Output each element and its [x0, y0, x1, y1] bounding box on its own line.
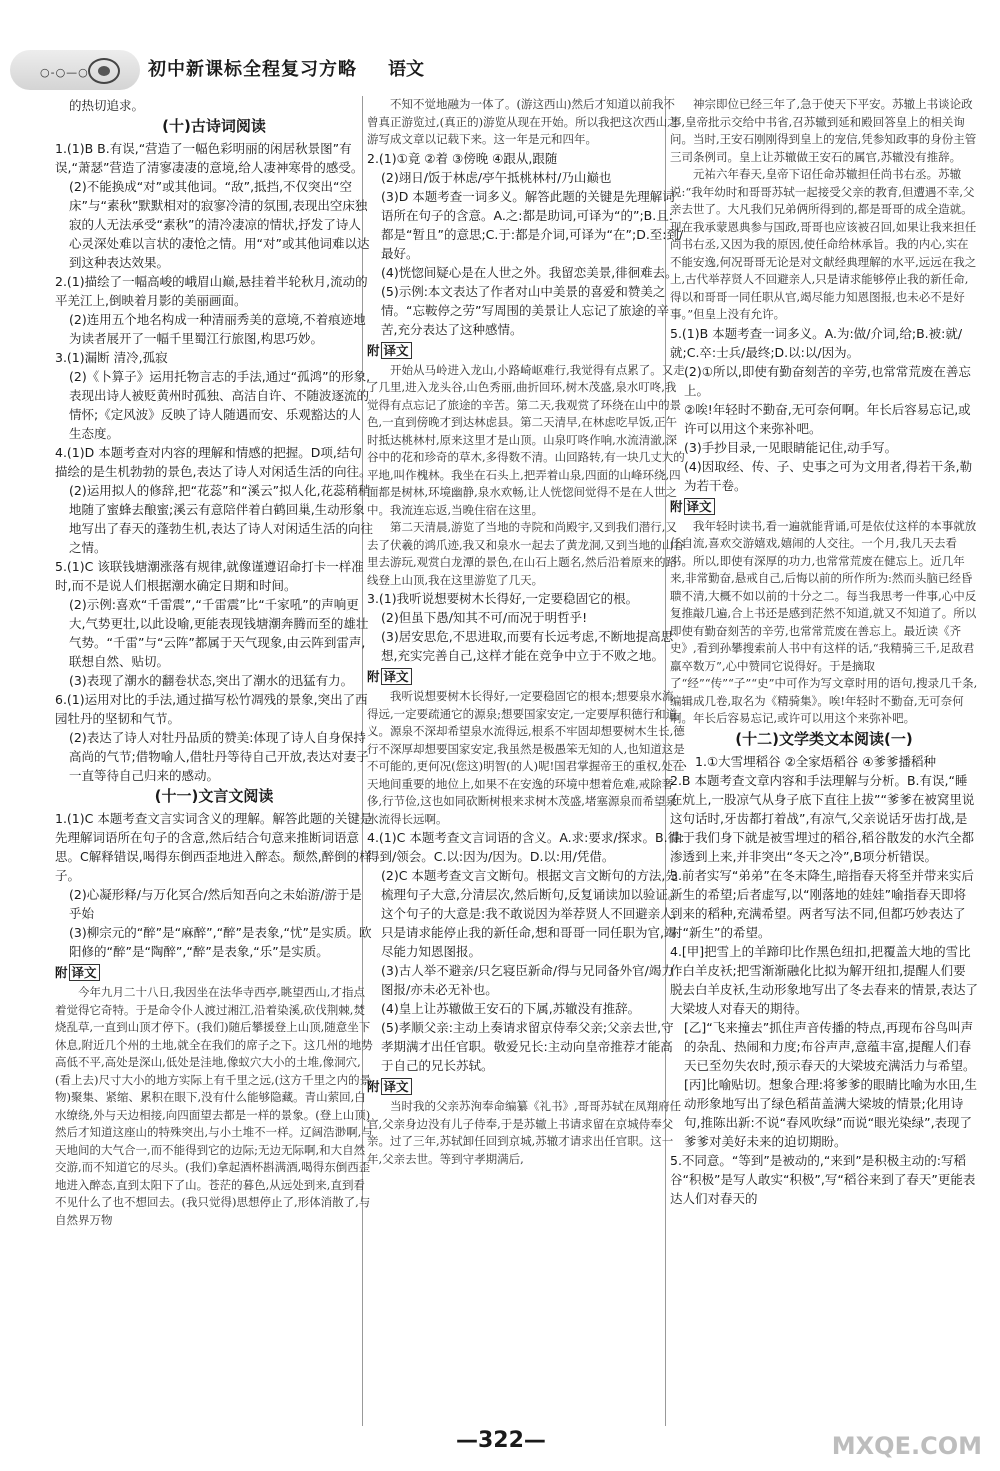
translation-label: 译文	[684, 498, 715, 515]
answer-item: (3)D 本题考查一词多义。解答此题的关键是先理解词语所在句子的含意。A.之:都是助词,可译为“的”;B.且:都是“暂且”的意思;C.于:都是介词,可译为“在”;D.至:到/最好。	[381, 188, 684, 261]
answer-item: (4)皇上让苏辙做王安石的下属,苏辙没有推辞。	[381, 1001, 641, 1016]
section-heading: (十二)文学类文本阅读(一)	[735, 729, 913, 748]
answer-item: 5.不同意。“等到”是被动的,“来到”是积极主动的:写稻谷“积极”是写人敢实“积极”,写“稻谷来到了春天”更能表达人们对春天的	[670, 1152, 976, 1206]
paragraph: 的热切追求。	[69, 98, 145, 113]
answer-item: (5)示例:本文表达了作者对山中美景的喜爱和赞美之情。“忘鞍停之劳”写周围的美景让人忘记了旅途的辛苦,充分表达了这种感情。	[381, 283, 669, 337]
translation-text: 神宗即位已经三年了,急于使天下平安。苏辙上书谈论政事,皇帝批示交给中书省,召苏辙到延和殿回答皇上的相关询问。当时,王安石刚刚得到皇上的宠信,凭参知政事的身份主管三司条例司。皇上让苏辙做王安石的属官,苏辙没有推辞。	[670, 97, 977, 164]
answer-item: 1.(1)C 本题考查文言实词含义的理解。解答此题的关键是先理解词语所在句子的含意,然后结合句意来推断词语意思。C解释错误,喝得东倒西歪地进入醉态。颓然,醉倒的样子。	[55, 811, 373, 883]
answer-item: (2)运用拟人的修辞,把“花蕊”和“溪云”拟人化,花蕊稍稍地随了蜜蜂去酿蜜;溪云有意陪伴着白鹤回巢,生动形象地写出了春天的蓬勃生机,表达了诗人对闲适生活的向往之情。	[69, 483, 373, 555]
translation-text: 我听说想要树木长得好,一定要稳固它的根本;想要泉水流得远,一定要疏通它的源泉;想要国家安定,一定要厚积德行和道义。源泉不深却希望泉水流得远,根系不牢固却想要树木生长,德行不深厚却想要国家安定,我虽然是极愚笨无知的人,也知道这是不可能的,更何况(您这)明智(的人)呢!国君掌握帝王的重权,处在天地间重要的地位上,如果不在安逸的环境中想着危难,戒除奢侈,行节俭,这也如同砍断树根来求树木茂盛,堵塞源泉而希望泉水流得长远啊。	[367, 689, 685, 826]
column-middle	[367, 96, 685, 1426]
answer-item: 4.(1)D 本题考查对内容的理解和情感的把握。D项,结句描绘的是生机勃勃的景色,表达了诗人对闲适生活的向往。	[55, 445, 372, 479]
fu-label: 附	[367, 1079, 380, 1094]
translation-text: 我年轻时读书,看一遍就能背诵,可是依仗这样的本事就放任自流,喜欢交游嬉戏,嬉闹的人交往。一个月,我几天去看书。所以,即使有深厚的功力,也常常荒废在健忘上。近几年来,非常勤奋,悬戒自己,后悔以前的所作所为:然而头脑已经昏聩不清,大概不如以前的十分之二。每当我思考一件事,心中反复推敲几遍,合上书还是感到茫然不知道,就又不知道了。所以即使有勤奋刻苦的辛劳,也常常荒废在善忘上。最近读《齐史》,看到孙攀搜索前人书中有这样的话,“我精骑三千,足敌君羸卒数万”,心中赞同它说得好。于是摘取了“经”“传”“子”“史”中可作为写文章时用的语句,搜录几千条,编辑成几卷,取名为《精骑集》。唉!年轻时不勤奋,无可奈何啊。年长后容易忘记,或许可以用这个来弥补吧。	[670, 518, 978, 725]
answer-item: 2.(1)描绘了一幅高峻的峨眉山巅,悬挂着半轮秋月,流动的平羌江上,倒映着月影的美丽画面。	[55, 274, 368, 308]
subject-label: 语文	[388, 59, 424, 80]
answer-item: 一、1.①大雪埋稻谷 ②全家焐稻谷 ④爹爹播稻种	[670, 753, 936, 769]
answer-item: (3)柳宗元的“醉”是“麻醉”,“醉”是表象,“忧”是实质。欧阳修的“醉”是“陶醉”,“醉”是表象,“乐”是实质。	[69, 925, 372, 959]
answer-item: (2)翊日/饭于林虑/亭午抵桃林村/乃山巅也	[381, 169, 612, 185]
translation-heading	[367, 667, 685, 686]
translation-label: 译文	[381, 1078, 412, 1095]
translation-label: 译文	[381, 342, 412, 359]
translation-text: 开始从马岭进入龙山,小路崎岖难行,我觉得有点累了。又走了几里,进入龙头谷,山色秀丽,曲折回环,树木茂盛,泉水叮咚,我觉得有点忘记了旅途的辛苦。第二天,我观赏了环绕在山中的景色,一直到傍晚才到达林虑县。第二天清早,在林虑吃早饭,正午时抵达桃林村,原来这里才是山顶。山泉叮咚作响,水流清澈,深谷中的花和珍奇的草木,多得数不清。山回路转,有一块几丈大的平地,叫作槐林。我坐在石头上,把弄着山泉,四面的山峰环绕,四面都是树林,环境幽静,泉水欢畅,让人恍惚间觉得不是在人世之中。我流连忘返,当晚住宿在这里。	[367, 362, 685, 517]
answer-item: 1.(1)B B.有误,“营造了一幅色彩明丽的闲居秋景图”有误,“萧瑟”营造了清寥凄凄的意境,给人凄神寒骨的感受。	[55, 141, 364, 175]
answer-item: (2)表达了诗人对牡丹品质的赞美:体现了诗人自身保持高尚的气节;借物喻人,借牡丹等待自己开放,表达对妻子一直等待自己归来的感动。	[69, 730, 369, 783]
answer-item: 4.(1)C 本题考查文言词语的含义。A.求:要求/探求。B.得:得到/领会。C.以:因为/因为。D.以:用/凭借。	[367, 830, 685, 864]
translation-text: 第二天清晨,游览了当地的寺院和尚殿宇,又到我们潜行,又去了伏羲的鸿爪迹,我又和泉水一起去了黄龙洞,又到当地的山谷里去游玩,观赏白龙潭的景色,在山石上题名,然后沿着原来的路线登上山顶,我在这里游览了几天。	[367, 520, 685, 587]
answer-item: (2)示例:喜欢“千雷震”,“千雷震”比“千家吼”的声响更大,气势更壮,以此设喻,更能表现钱塘潮奔腾而至的雄壮气势。“千雷”与“云阵”都属于天气现象,由云阵到雷声,联想自然、贴切。	[69, 597, 369, 669]
translation-text: 今年九月二十八日,我因坐在法华寺西亭,眺望西山,才指点着觉得它奇特。于是命令仆人渡过湘江,沿着染溪,砍伐荆棘,焚烧乱草,一直到山顶才停下。(我们)随后攀援登上山顶,随意坐下休息,附近几个州的土地,就全在我们的席子之下。这几州的地势高低不平,高处是深山,低处是洼地,像蚁穴大小的土堆,像洞穴,(看上去)尺寸大小的地方实际上有千里之远,(这方千里之内的景物)聚集、紧缩、累积在眼下,没有什么能够隐藏。青山萦回,白水缭绕,外与天边相接,向四面望去都是一样的景象。(登上山顶)然后才知道这座山的特殊突出,与小土堆不一样。辽阔浩渺啊,与天地间的大气合一,而不能得到它的边际;无边无际啊,和大自然交游,而不知道它的尽头。(我们)拿起酒杯斟满酒,喝得东倒西歪地进入醉态,直到太阳下了山。苍茫的暮色,从远处到来,直到看不见什么了也不想回去。(我只觉得)思想停止了,形体消散了,与自然界万物	[55, 985, 373, 1227]
answer-item: (2)C 本题考查文言文断句。根据文言文断句的方法,先梳理句子大意,分清层次,然后断句,反复诵读加以验证。这个句子的大意是:我不敢说因为举荐贤人不回避亲人,只是请求能停止我的新任命,想和哥哥一同任职为官,竭尽能力知恩图报。	[381, 868, 681, 959]
answer-item: (2)心凝形释/与万化冥合/然后知吾向之未始游/游于是乎始	[69, 887, 362, 921]
translation-heading	[55, 963, 373, 982]
answer-item: [乙]“飞来撞去”抓住声音传播的特点,再现布谷鸟叫声的杂乱、热闹和力度;布谷声声,意蕴丰富,提醒人们春天已至勿失农时,预示春天的大梁坡充满活力与希望。	[684, 1019, 976, 1073]
fu-label: 附	[367, 342, 380, 358]
answer-item: 3.(1)漏断 清冷,孤寂	[55, 350, 168, 365]
section-heading: (十)古诗词阅读	[162, 117, 266, 135]
answer-item: (2)但虽下愚/知其不可/而况于明哲乎!	[381, 610, 588, 625]
fu-label: 附	[670, 498, 683, 514]
answer-item: [丙]比喻贴切。想象合理:将爹爹的眼睛比喻为水田,生动形象地写出了绿色稻苗盖满大梁坡的情景;化用诗句,推陈出新:不说“春风吹绿”而说“眼光染绿”,表现了爹爹对美好未来的迫切期盼。	[684, 1076, 977, 1149]
answer-item: 3.前者实写“弟弟”在冬末降生,暗指春天将至并带来实后新生的希望;后者虚写,以“刚落地的娃娃”喻指春天即将到来的稻种,充满希望。两者写法不同,但都巧妙表达了对“新生”的希望。	[670, 867, 974, 940]
answer-item: (3)居安思危,不思进取,而要有长远考虑,不断地提高思想,充实完善自己,这样才能在竞争中立于不败之地。	[381, 629, 674, 663]
answer-item: (2)不能换成“对”或其他词。“敌”,抵挡,不仅突出“空床”与“素秋”默默相对的寂寥冷清的氛围,表现出空床独寂的人无法承受“素秋”的清冷凄凉的情状,抒发了诗人心灵深处难以言状的凄怆之情。用“对”或其他词难以达到这种表达效果。	[69, 179, 370, 270]
translation-heading	[367, 341, 685, 360]
answer-item: (2)①所以,即使有勤奋刻苦的辛劳,也常常荒废在善忘上。	[684, 363, 971, 398]
answer-item: 6.(1)运用对比的手法,通过描写松竹凋残的景象,突出了西园牡丹的坚韧和气节。	[55, 692, 368, 726]
watermark: MXQE.COM	[831, 1432, 982, 1460]
answer-item: 2.B 本题考查文章内容和手法理解与分析。B.有误,“睡在炕上,一股凉气从身子底下直往上拔”“爹爹在被窝里说这句话时,牙齿都打着战”,有凉气,父亲说话牙齿打战,是由于我们身下就是被雪埋过的稻谷,稻谷散发的水汽全都渗透到上来,并非突出“冬天之冷”,B项分析错误。	[670, 772, 975, 864]
translation-text: 当时我的父亲苏洵奉命编纂《礼书》,哥哥苏轼在凤翔府任官,父亲身边没有儿子侍奉,于是苏辙上书请求留在京城侍奉父亲。过了三年,苏轼卸任回到京城,苏辙才请求出任官职。这一年,父亲去世。等到守孝期满后,	[367, 1099, 682, 1166]
answer-item: 4.[甲]把雪上的羊蹄印比作黑色纽扣,把覆盖大地的雪比作白羊皮袄;把雪渐渐融化比拟为解开纽扣,提醒人们要脱去白羊皮袄,生动形象地写出了冬去春来的情景,表达了大梁坡人对春天的期待。	[670, 943, 978, 1016]
section-heading: (十一)文言文阅读	[154, 787, 274, 805]
column-right	[670, 96, 978, 1426]
book-title: 初中新课标全程复习方略	[148, 59, 357, 80]
answer-item: (3)古人举不避亲/只乞寝臣新命/得与兄同备外官/竭力图报/亦未必无补也。	[381, 963, 674, 997]
answer-item: 5.(1)B 本题考查一词多义。A.为:做/介词,给;B.被:就/就;C.卒:士兵/最终;D.以:以/因为。	[670, 325, 963, 360]
header-dots-decor: ○-○—○	[40, 66, 89, 79]
answer-item: (2)《卜算子》运用托物言志的手法,通过“孤鸿”的形象,表现出诗人被贬黄州时孤独、高洁自许、不随波逐流的情怀;《定风波》反映了诗人随遇而安、乐观豁达的人生态度。	[69, 369, 371, 441]
page-footer	[0, 1428, 1000, 1468]
translation-heading	[670, 497, 978, 516]
answer-item: 3.(1)我听说想要树木长得好,一定要稳固它的根。	[367, 591, 639, 606]
answer-item: (5)孝顺父亲:主动上奏请求留京侍奉父亲;父亲去世,守孝期满才出任官职。敬爱兄长:主动向皇帝推荐才能高于自己的兄长苏轼。	[381, 1020, 674, 1073]
page-number: —322—	[456, 1428, 546, 1453]
answer-item: (4)因取经、传、子、史事之可为文用者,得若干条,勒为若干卷。	[684, 458, 973, 493]
eye-logo-icon	[88, 58, 120, 84]
page-header	[0, 0, 1000, 92]
answer-item: ②唉!年轻时不勤奋,无可奈何啊。年长后容易忘记,或许可以用这个来弥补吧。	[684, 401, 971, 436]
answer-item: 2.(1)①竟 ②着 ③傍晚 ④跟从,跟随	[367, 150, 558, 166]
translation-label: 译文	[69, 964, 100, 981]
answer-item: (3)表现了潮水的翻卷状态,突出了潮水的迅猛有力。	[69, 673, 354, 688]
answer-item: (4)恍惚间疑心是在人世之外。我留恋美景,徘徊难去。	[381, 264, 678, 280]
answer-item: (2)连用五个地名构成一种清丽秀美的意境,不着痕迹地为读者展开了一幅千里蜀江行旅图,构思巧妙。	[69, 312, 366, 346]
translation-label: 译文	[381, 668, 412, 685]
fu-label: 附	[367, 669, 380, 684]
translation-text: 元祐六年春天,皇帝下诏任命苏辙担任尚书右丞。苏辙说:“我年幼时和哥哥苏轼一起接受父亲的教育,但遭遇不幸,父亲去世了。大凡我们兄弟俩所得到的,都是哥哥的成全造就。现在我承蒙恩典参与国政,哥哥也应该被召回,如果让我来担任尚书右丞,又因为我的原因,使任命给林承旨。我的内心,实在不能安逸,何况哥哥无论是对文献经典理解的水平,远远在我之上,古代举荐贤人不回避亲人,只是请求能够停止我的新任命,得以和哥哥一同任职从官,竭尽能力知恩图报,也未必不是好事。”但皇上没有允许。	[670, 167, 977, 321]
answer-item: (3)手抄目录,一见眼睛能记住,动手写。	[684, 439, 898, 455]
translation-heading	[367, 1077, 685, 1096]
translation-text: 不知不觉地融为一体了。(游这西山)然后才知道以前我不曾真正游览过,(真正的)游览从现在开始。所以我把这次西山之游写成文章以记载下来。这一年是元和四年。	[367, 97, 679, 146]
fu-label: 附	[55, 965, 68, 980]
answer-item: 5.(1)C 该联钱塘潮涨落有规律,就像谨遵诏命打卡一样准时,而不是说人们根据潮水确定日期和时间。	[55, 559, 364, 593]
column-left	[55, 96, 373, 1426]
